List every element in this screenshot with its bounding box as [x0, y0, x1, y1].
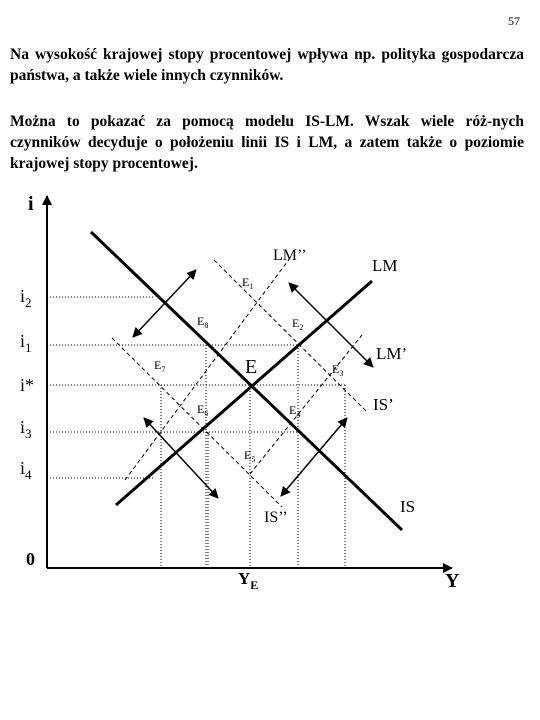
y-tick-i4: $i_4$: [20, 458, 32, 482]
y-tick-i1: $i_1$: [20, 331, 32, 355]
is-label: IS: [400, 497, 416, 516]
lm-double-prime-line: [125, 258, 290, 480]
point-e3: $E_3$: [332, 362, 344, 378]
model-paragraph: Można to pokazać za pomocą modelu IS-LM. Wszak wiele róż-nych czynników decyduje o położeniu linii IS i LM, a zatem także o poziomie krajowej stopy procentowej.: [10, 113, 524, 172]
x-axis-label: Y: [445, 570, 460, 592]
point-e7: $E_7$: [154, 358, 166, 374]
lm-double-prime-label: LM’’: [273, 247, 307, 264]
point-e5: $E_5$: [244, 448, 256, 464]
lm-prime-line: [250, 335, 362, 474]
origin-label: 0: [26, 549, 35, 569]
y-tick-istar: i*: [20, 375, 35, 395]
page-number: 57: [508, 14, 520, 28]
point-e6: $E_6$: [197, 402, 209, 418]
y-tick-i2: $i_2$: [20, 286, 32, 310]
point-e8: $E_8$: [197, 314, 209, 330]
equilibrium-label: E: [245, 356, 258, 378]
x-tick-ye: $Y_E$: [238, 569, 259, 592]
lm-label: LM: [372, 256, 398, 275]
y-tick-i3: $i_3$: [20, 417, 32, 441]
intro-paragraph: Na wysokość krajowej stopy procentowej wpływa np. polityka gospodarcza państwa, a także wiele innych czynników.: [10, 46, 524, 84]
is-prime-line: [214, 260, 367, 412]
is-prime-label: IS’: [373, 395, 394, 414]
y-axis-label: i: [28, 193, 34, 215]
is-shift-left-arrow: [144, 418, 218, 498]
point-e4: $E_4$: [289, 403, 301, 419]
lm-prime-label: LM’: [376, 344, 408, 363]
point-e2: $E_2$: [292, 316, 304, 332]
is-shift-right-arrow: [281, 418, 347, 496]
is-double-prime-label: IS’’: [264, 509, 288, 526]
point-e1: $E_1$: [242, 275, 254, 291]
